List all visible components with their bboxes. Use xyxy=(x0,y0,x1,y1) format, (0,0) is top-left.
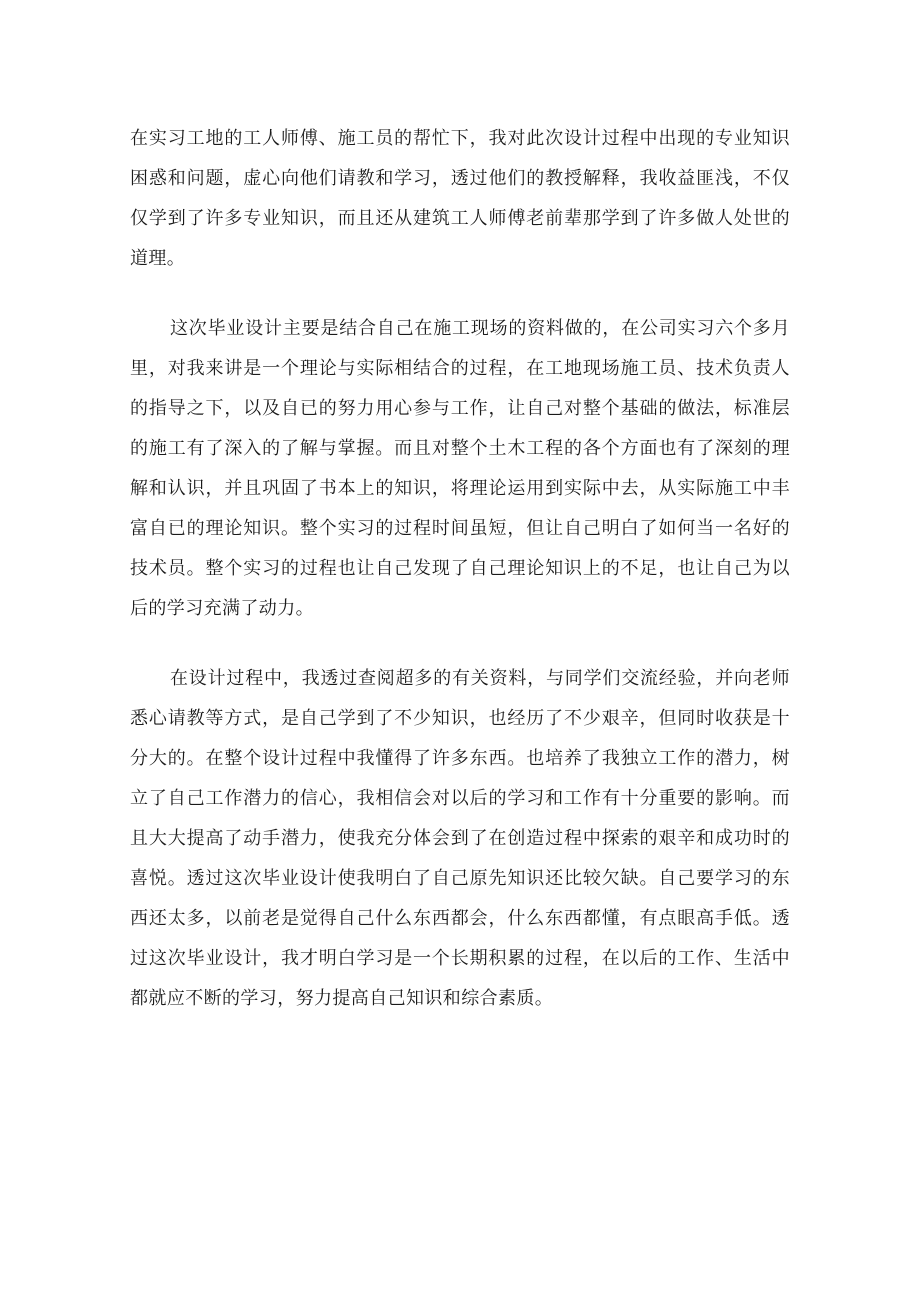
paragraph-2: 这次毕业设计主要是结合自己在施工现场的资料做的，在公司实习六个多月里，对我来讲是一个理论与实际相结合的过程，在工地现场施工员、技术负责人的指导之下，以及自已的努力用心参与工作，让自己对整个基础的做法，标准层的施工有了深入的了解与掌握。而且对整个土木工程的各个方面也有了深刻的理解和认识，并且巩固了书本上的知识，将理论运用到实际中去，从实际施工中丰富自已的理论知识。整个实习的过程时间虽短，但让自己明白了如何当一名好的技术员。整个实习的过程也让自己发现了自己理论知识上的不足，也让自己为以后的学习充满了动力。 xyxy=(130,318,790,619)
paragraph-3: 在设计过程中，我透过查阅超多的有关资料，与同学们交流经验，并向老师悉心请教等方式，是自己学到了不少知识，也经历了不少艰辛，但同时收获是十分大的。在整个设计过程中我懂得了许多东西。也培养了我独立工作的潜力，树立了自己工作潜力的信心，我相信会对以后的学习和工作有十分重要的影响。而且大大提高了动手潜力，使我充分体会到了在创造过程中探索的艰辛和成功时的喜悦。透过这次毕业设计使我明白了自己原先知识还比较欠缺。自己要学习的东西还太多，以前老是觉得自己什么东西都会，什么东西都懂，有点眼高手低。透过这次毕业设计，我才明白学习是一个长期积累的过程，在以后的工作、生活中都就应不断的学习，努力提高自己知识和综合素质。 xyxy=(130,668,790,1009)
paragraph-1: 在实习工地的工人师傅、施工员的帮忙下，我对此次设计过程中出现的专业知识困惑和问题，虚心向他们请教和学习，透过他们的教授解释，我收益匪浅，不仅仅学到了许多专业知识，而且还从建筑工人师傅老前辈那学到了许多做人处世的道理。 xyxy=(130,128,790,269)
